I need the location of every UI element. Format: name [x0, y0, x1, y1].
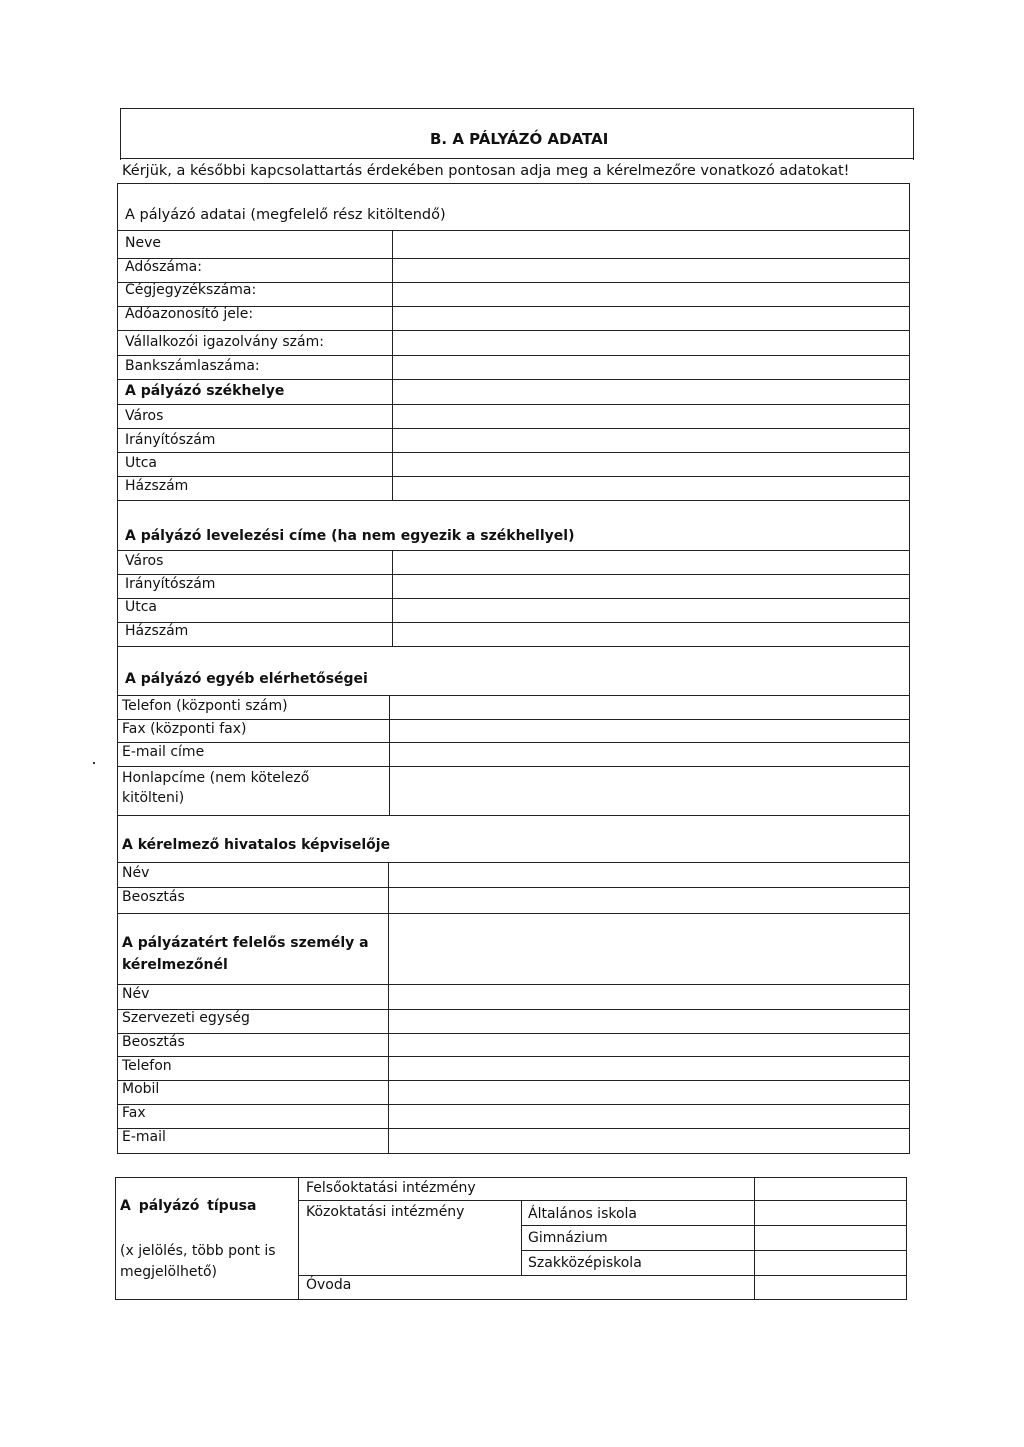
value-field[interactable] [394, 430, 907, 451]
responsible-phone-label: Telefon [122, 1058, 172, 1074]
contacts-heading: A pályázó egyéb elérhetőségei [125, 671, 368, 687]
value-field[interactable] [394, 308, 907, 329]
value-field[interactable] [391, 697, 907, 718]
representative-name-label: Név [122, 865, 150, 881]
mailing-zip-label: Irányítószám [125, 576, 216, 592]
phone-central-label: Telefon (központi szám) [122, 698, 288, 714]
value-field[interactable] [394, 454, 907, 475]
applicant-data-heading: A pályázó adatai (megfelelő rész kitöltendő) [125, 207, 446, 223]
mailing-heading: A pályázó levelezési címe (ha nem egyezik a székhellyel) [125, 528, 575, 544]
value-field[interactable] [391, 721, 907, 741]
value-field[interactable] [394, 260, 907, 281]
applicant-type-note: (x jelölés, több pont is megjelölhető) [120, 1243, 276, 1280]
responsible-unit-label: Szervezeti egység [122, 1010, 250, 1026]
value-field[interactable] [390, 1082, 907, 1103]
website-label: Honlapcíme (nem kötelező kitölteni) [122, 770, 310, 806]
value-field[interactable] [394, 478, 907, 499]
value-field[interactable] [390, 1011, 907, 1032]
value-field[interactable] [394, 576, 907, 597]
mailing-city-label: Város [125, 553, 164, 569]
responsible-position-label: Beosztás [122, 1034, 185, 1050]
seat-zip-label: Irányítószám [125, 432, 216, 448]
vocational-school-option: Szakközépiskola [528, 1255, 642, 1271]
higher-education-option: Felsőoktatási intézmény [306, 1180, 476, 1196]
value-field[interactable] [390, 1035, 907, 1055]
value-field[interactable] [390, 889, 907, 912]
value-field[interactable] [394, 357, 907, 378]
public-education-option: Közoktatási intézmény [306, 1204, 465, 1220]
responsible-email-label: E-mail [122, 1129, 166, 1145]
mailing-house-number-label: Házszám [125, 623, 189, 639]
value-field[interactable] [394, 284, 907, 305]
value-field[interactable] [394, 332, 907, 354]
value-field[interactable] [394, 552, 907, 573]
entrepreneur-id-label: Vállalkozói igazolvány szám: [125, 334, 324, 350]
tax-id-label: Adóazonosító jele: [125, 306, 254, 322]
applicant-type-label: A pályázó típusa [120, 1198, 257, 1214]
seat-house-number-label: Házszám [125, 478, 189, 494]
representative-position-label: Beosztás [122, 889, 185, 905]
kindergarten-checkbox[interactable] [756, 1277, 904, 1298]
seat-heading: A pályázó székhelye [125, 383, 285, 399]
responsible-heading: A pályázatért felelős személy a kérelmezőnél [122, 935, 369, 973]
scan-dot [93, 762, 95, 764]
name-label: Neve [125, 235, 161, 251]
email-label: E-mail címe [122, 744, 205, 760]
value-field[interactable] [390, 1106, 907, 1127]
instruction-text: Kérjük, a későbbi kapcsolattartás érdekében pontosan adja meg a kérelmezőre vonatkozó adatokat! [122, 163, 850, 179]
higher-education-checkbox[interactable] [756, 1179, 904, 1199]
section-title: B. A PÁLYÁZÓ ADATAI [430, 130, 609, 148]
value-field[interactable] [394, 600, 907, 621]
vocational-school-checkbox[interactable] [756, 1252, 904, 1274]
seat-street-label: Utca [125, 455, 158, 471]
value-field[interactable] [390, 915, 907, 983]
representative-heading: A kérelmező hivatalos képviselője [122, 837, 391, 853]
value-field[interactable] [394, 406, 907, 427]
responsible-mobile-label: Mobil [122, 1081, 160, 1097]
bank-account-label: Bankszámlaszáma: [125, 358, 260, 374]
gymnasium-option: Gimnázium [528, 1230, 608, 1246]
mailing-street-label: Utca [125, 599, 158, 615]
company-reg-label: Cégjegyzékszáma: [125, 282, 257, 298]
seat-city-label: Város [125, 408, 164, 424]
primary-school-option: Általános iskola [528, 1206, 638, 1222]
value-field[interactable] [394, 624, 907, 645]
value-field[interactable] [390, 864, 907, 886]
kindergarten-option: Óvoda [306, 1277, 352, 1293]
value-field[interactable] [390, 1130, 907, 1152]
fax-central-label: Fax (központi fax) [122, 721, 247, 737]
value-field[interactable] [391, 768, 907, 814]
value-field[interactable] [394, 232, 907, 257]
value-field[interactable] [390, 1058, 907, 1079]
responsible-fax-label: Fax [122, 1105, 146, 1121]
primary-school-checkbox[interactable] [756, 1202, 904, 1224]
value-field[interactable] [391, 744, 907, 765]
tax-number-label: Adószáma: [125, 259, 202, 275]
responsible-name-label: Név [122, 986, 150, 1002]
gymnasium-checkbox[interactable] [756, 1227, 904, 1249]
value-field[interactable] [390, 986, 907, 1008]
